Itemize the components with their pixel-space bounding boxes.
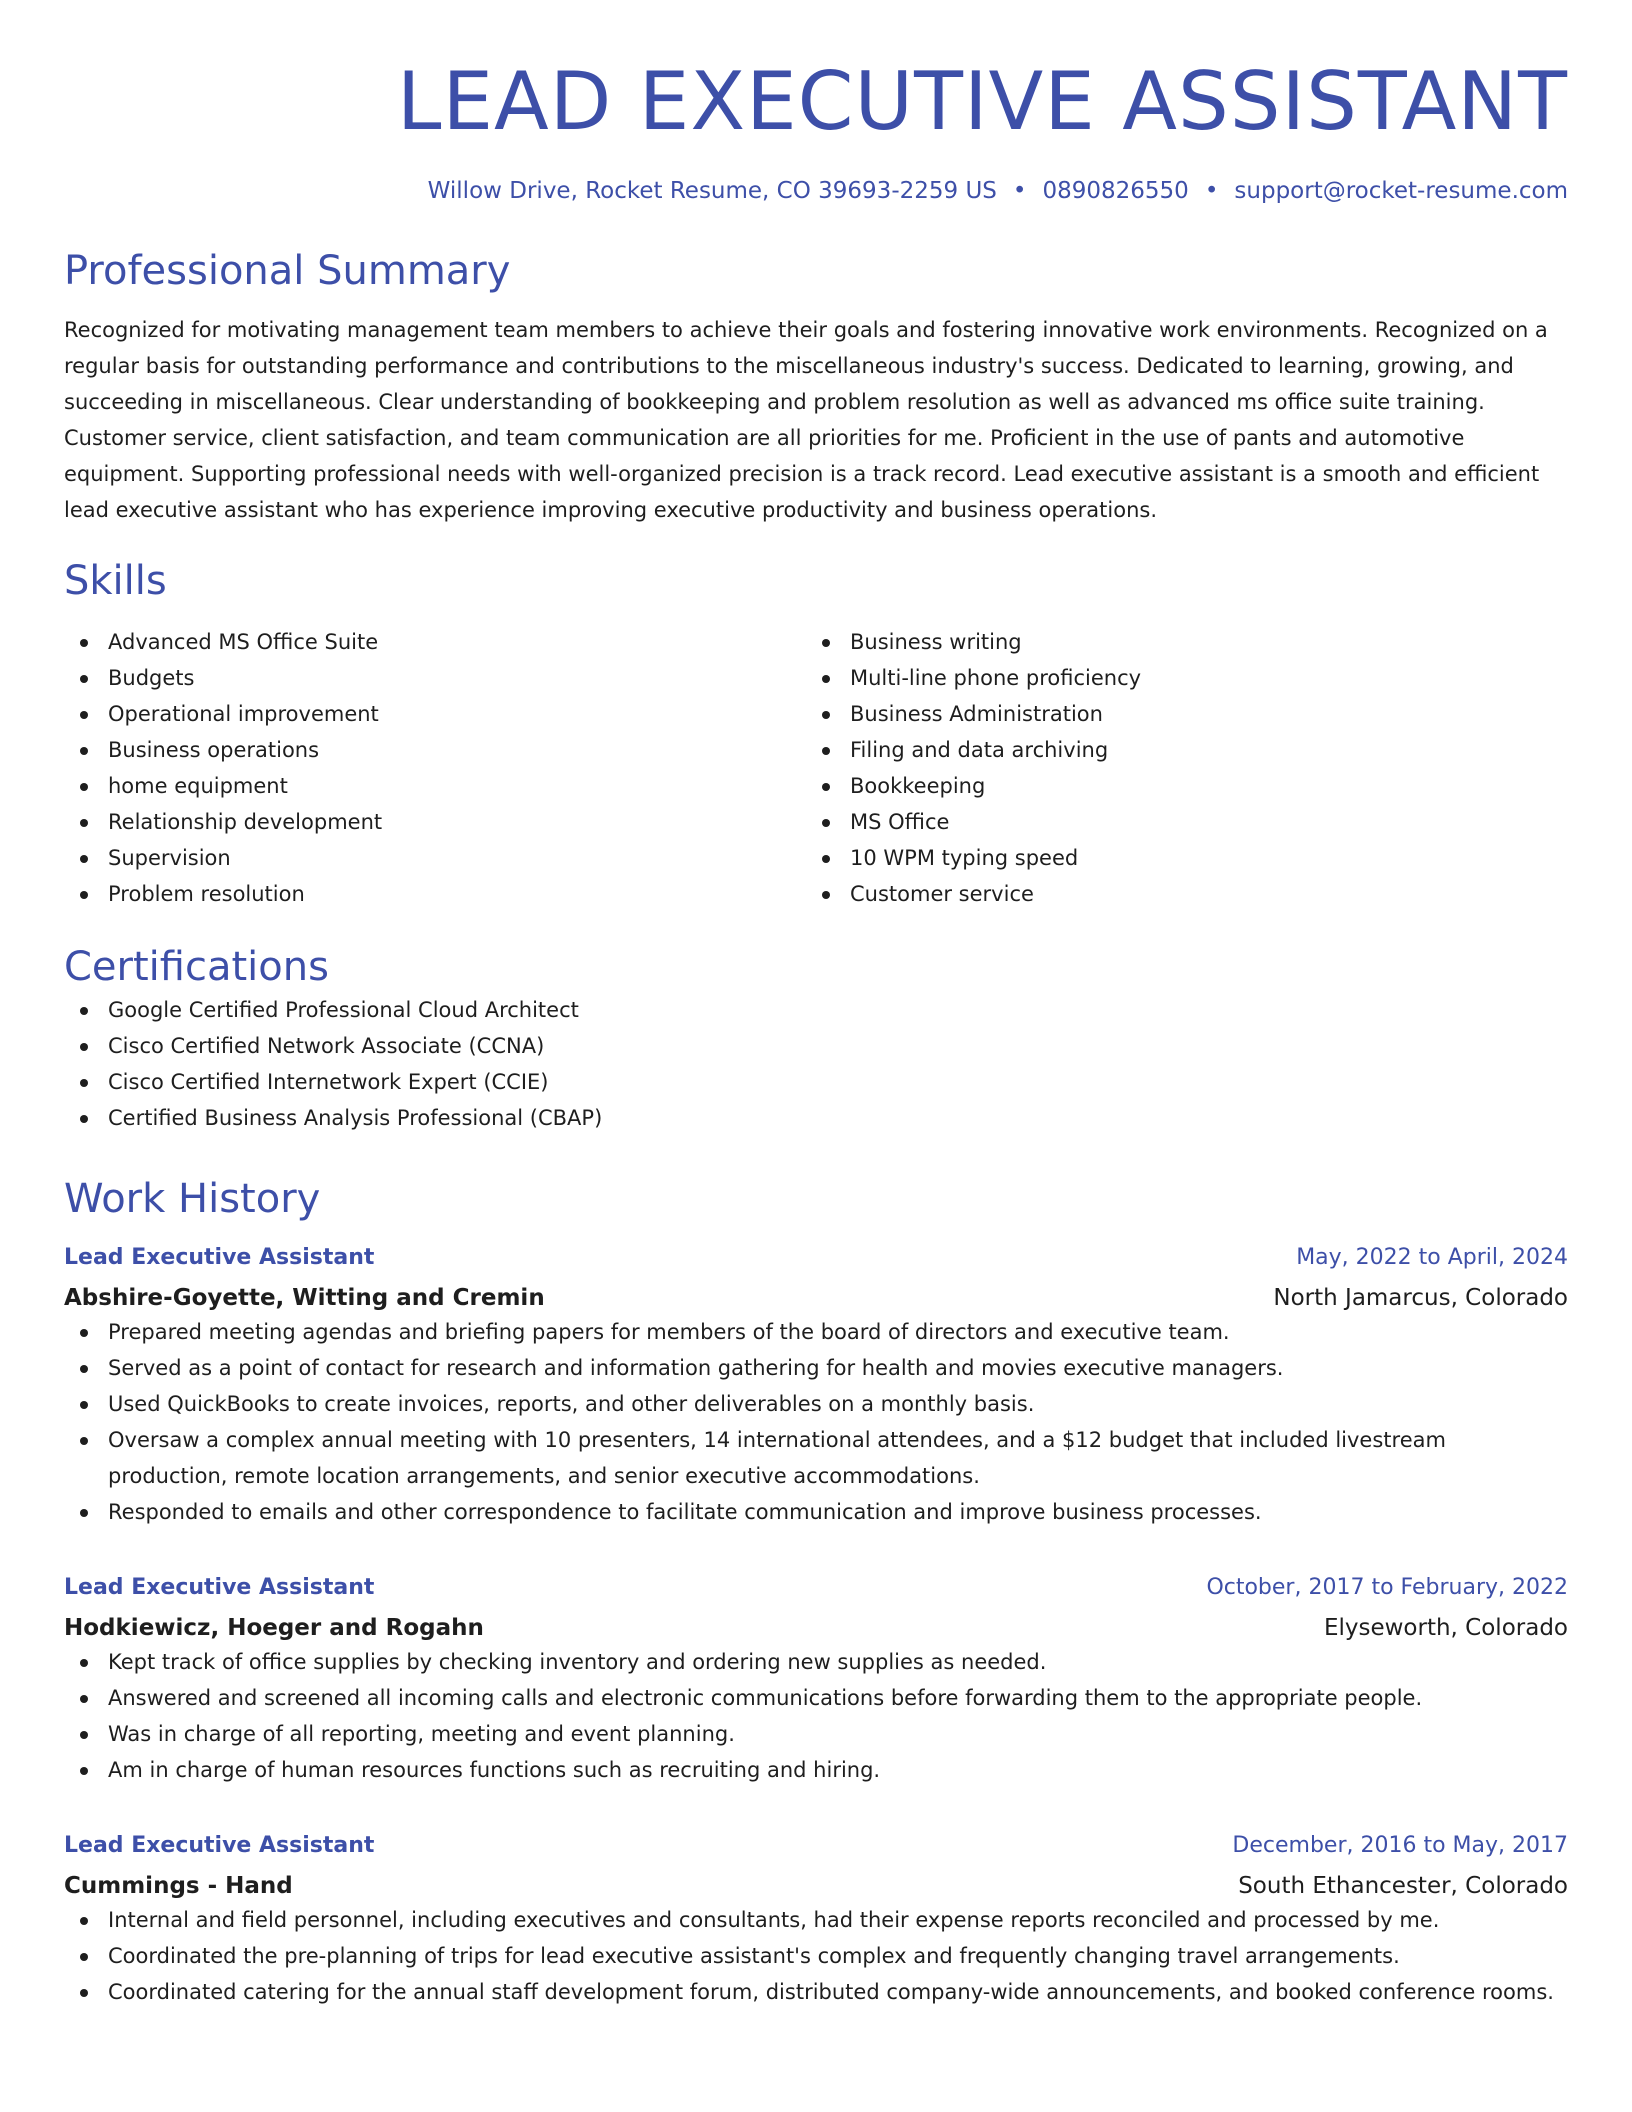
job-entry [64, 1572, 1568, 1788]
skill-item: Advanced MS Office Suite [64, 624, 806, 660]
job-header [64, 1242, 1568, 1274]
contact-line [64, 176, 1568, 206]
job-entry [64, 1830, 1568, 2010]
certifications-heading: Certifications [64, 944, 329, 990]
job-company: Cummings - Hand [64, 1873, 293, 1899]
job-duty-item: Responded to emails and other correspondence to facilitate communication and improve business processes. [64, 1494, 1568, 1530]
job-duty-item: Prepared meeting agendas and briefing papers for members of the board of directors and executive team. [64, 1314, 1568, 1350]
skill-item: Bookkeeping [806, 768, 1548, 804]
skill-item: Business operations [64, 732, 806, 768]
skills-column-right [806, 624, 1548, 912]
job-header [64, 1572, 1568, 1604]
phone-text: 0890826550 [1042, 178, 1189, 204]
skill-item: Supervision [64, 840, 806, 876]
separator-dot: • [1204, 178, 1219, 204]
job-subheader [64, 1282, 1568, 1314]
skill-item: Business writing [806, 624, 1548, 660]
separator-dot: • [1012, 178, 1027, 204]
job-duty-item: Served as a point of contact for research and information gathering for health and movies executive managers. [64, 1350, 1568, 1386]
certification-item: Cisco Certified Internetwork Expert (CCIE) [64, 1064, 1568, 1100]
skill-item: Multi-line phone proficiency [806, 660, 1548, 696]
skill-item: home equipment [64, 768, 806, 804]
email-text: support@rocket-resume.com [1234, 178, 1568, 204]
skills-list-left [64, 624, 806, 912]
certification-item: Certified Business Analysis Professional (CBAP) [64, 1100, 1568, 1136]
skill-item: 10 WPM typing speed [806, 840, 1548, 876]
job-entry [64, 1242, 1568, 1530]
skill-item: Business Administration [806, 696, 1548, 732]
job-duties-list [64, 1644, 1568, 1788]
skill-item: Problem resolution [64, 876, 806, 912]
address-text: Willow Drive, Rocket Resume, CO 39693-2259 US [427, 178, 997, 204]
job-duty-item: Coordinated catering for the annual staff development forum, distributed company-wide announcements, and booked conference rooms. [64, 1974, 1568, 2010]
skill-item: Budgets [64, 660, 806, 696]
job-duty-item: Answered and screened all incoming calls and electronic communications before forwarding them to the appropriate people. [64, 1680, 1568, 1716]
job-location: North Jamarcus, Colorado [1273, 1285, 1568, 1311]
job-title: Lead Executive Assistant [64, 1245, 375, 1270]
job-company: Abshire-Goyette, Witting and Cremin [64, 1285, 545, 1311]
job-header [64, 1830, 1568, 1862]
skill-item: Customer service [806, 876, 1548, 912]
job-location: South Ethancester, Colorado [1238, 1873, 1568, 1899]
certifications-list [64, 992, 1568, 1136]
job-company: Hodkiewicz, Hoeger and Rogahn [64, 1615, 484, 1641]
skill-item: MS Office [806, 804, 1548, 840]
skill-item: Filing and data archiving [806, 732, 1548, 768]
job-title: Lead Executive Assistant [64, 1575, 375, 1600]
summary-heading: Professional Summary [64, 248, 511, 294]
certification-item: Cisco Certified Network Associate (CCNA) [64, 1028, 1568, 1064]
skills-column-left [64, 624, 806, 912]
job-duty-item: Internal and field personnel, including executives and consultants, had their expense reports reconciled and processed by me. [64, 1902, 1568, 1938]
resume-title: LEAD EXECUTIVE ASSISTANT [396, 55, 1568, 148]
job-subheader [64, 1870, 1568, 1902]
job-duty-item: Kept track of office supplies by checking inventory and ordering new supplies as needed. [64, 1644, 1568, 1680]
job-duty-item: Am in charge of human resources functions such as recruiting and hiring. [64, 1752, 1568, 1788]
skills-list-right [806, 624, 1548, 912]
job-dates: May, 2022 to April, 2024 [1296, 1245, 1568, 1270]
job-duties-list [64, 1902, 1568, 2010]
skills-heading: Skills [64, 558, 167, 604]
skill-item: Operational improvement [64, 696, 806, 732]
job-title: Lead Executive Assistant [64, 1833, 375, 1858]
job-duty-item: Coordinated the pre-planning of trips for lead executive assistant's complex and frequently changing travel arrangements. [64, 1938, 1568, 1974]
job-duty-item: Used QuickBooks to create invoices, reports, and other deliverables on a monthly basis. [64, 1386, 1568, 1422]
job-subheader [64, 1612, 1568, 1644]
skill-item: Relationship development [64, 804, 806, 840]
certification-item: Google Certified Professional Cloud Architect [64, 992, 1568, 1028]
work-history-heading: Work History [64, 1176, 321, 1222]
job-dates: December, 2016 to May, 2017 [1232, 1833, 1568, 1858]
job-dates: October, 2017 to February, 2022 [1206, 1575, 1568, 1600]
resume-page [64, 0, 1568, 2010]
job-duty-item: Oversaw a complex annual meeting with 10 presenters, 14 international attendees, and a $12 budget that included livestream production, remote location arrangements, and senior executive accommodations. [64, 1422, 1568, 1494]
job-location: Elyseworth, Colorado [1323, 1615, 1568, 1641]
summary-paragraph: Recognized for motivating management team members to achieve their goals and fostering innovative work environments. Recognized on a regular basis for outstanding performance and contributions to the miscellaneous industry's success. Dedicated to learning, growing, and succeeding in miscellaneous. Clear understanding of bookkeeping and problem resolution as well as advanced ms office suite training. Customer service, client satisfaction, and team communication are all priorities for me. Proficient in the use of pants and automotive equipment. Supporting professional needs with well-organized precision is a track record. Lead executive assistant is a smooth and efficient lead executive assistant who has experience improving executive productivity and business operations. [64, 318, 1548, 522]
job-duties-list [64, 1314, 1568, 1530]
skills-grid [64, 624, 1568, 912]
job-duty-item: Was in charge of all reporting, meeting and event planning. [64, 1716, 1568, 1752]
